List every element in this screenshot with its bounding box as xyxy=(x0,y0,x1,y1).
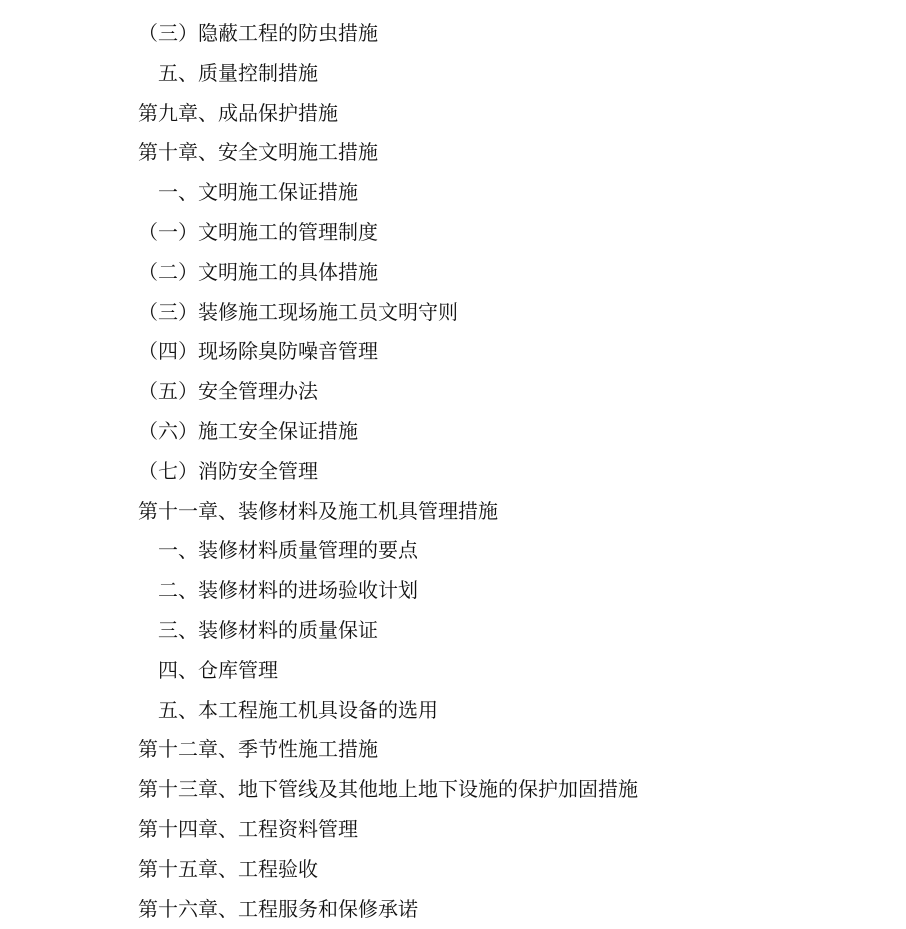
table-of-contents xyxy=(0,14,906,929)
toc-entry: 三、装修材料的质量保证 xyxy=(158,617,378,642)
toc-entry: 五、本工程施工机具设备的选用 xyxy=(158,697,438,722)
toc-chapter: 第十二章、季节性施工措施 xyxy=(138,737,378,762)
toc-entry: （七）消防安全管理 xyxy=(138,458,318,483)
toc-chapter: 第十一章、装修材料及施工机具管理措施 xyxy=(138,498,498,523)
toc-entry: （五）安全管理办法 xyxy=(138,379,318,404)
toc-entry: 一、装修材料质量管理的要点 xyxy=(158,538,418,563)
toc-entry: （六）施工安全保证措施 xyxy=(138,418,358,443)
toc-entry: 一、文明施工保证措施 xyxy=(158,180,358,205)
toc-chapter: 第九章、成品保护措施 xyxy=(138,100,338,125)
toc-entry: （三）装修施工现场施工员文明守则 xyxy=(138,299,458,324)
toc-entry: （一）文明施工的管理制度 xyxy=(138,219,378,244)
toc-chapter: 第十四章、工程资料管理 xyxy=(138,816,358,841)
toc-entry: （二）文明施工的具体措施 xyxy=(138,259,378,284)
toc-chapter: 第十六章、工程服务和保修承诺 xyxy=(138,896,418,921)
toc-entry: 五、质量控制措施 xyxy=(158,60,318,85)
toc-chapter: 第十章、安全文明施工措施 xyxy=(138,140,378,165)
toc-entry: （三）隐蔽工程的防虫措施 xyxy=(138,21,378,45)
toc-chapter: 第十三章、地下管线及其他地上地下设施的保护加固措施 xyxy=(138,777,638,802)
toc-entry: （四）现场除臭防噪音管理 xyxy=(138,339,378,364)
toc-entry: 四、仓库管理 xyxy=(158,657,278,682)
toc-entry: 二、装修材料的进场验收计划 xyxy=(158,578,418,603)
toc-chapter: 第十五章、工程验收 xyxy=(138,856,318,881)
